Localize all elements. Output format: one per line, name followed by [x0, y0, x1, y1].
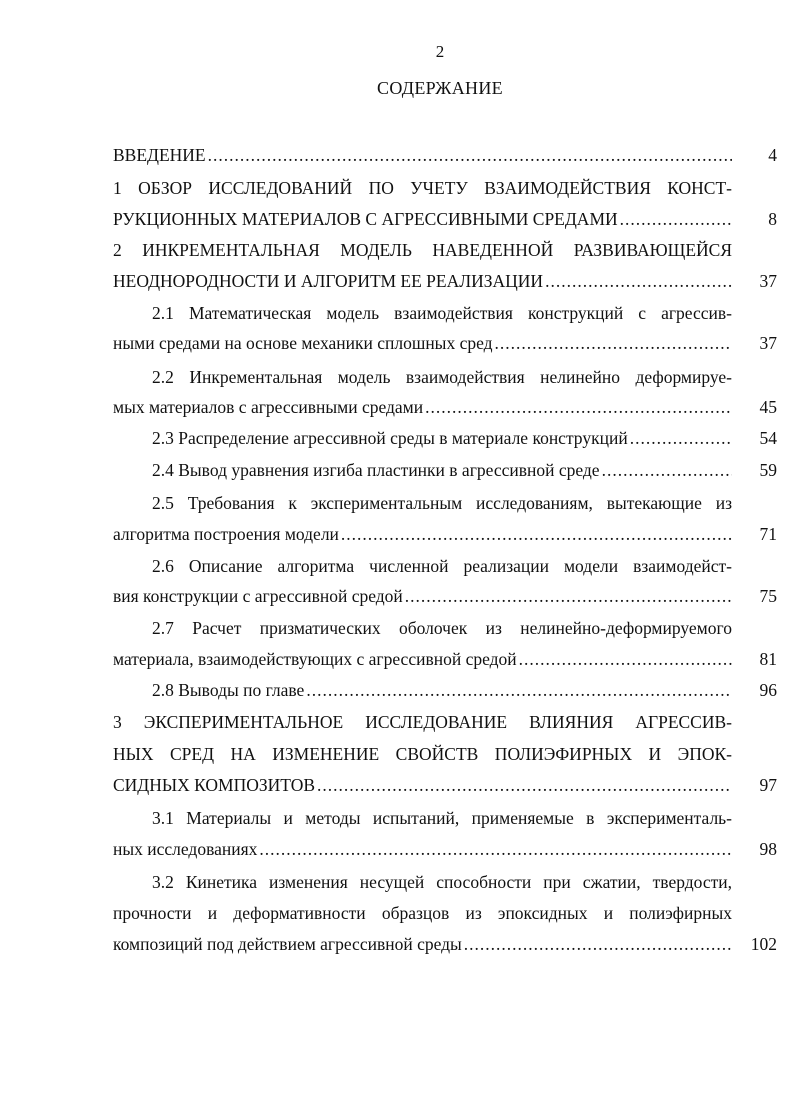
toc-entry-2-1-cont: ными средами на основе механики сплошных сред ..... — [113, 327, 732, 359]
toc-entry-2-5-cont: алгоритма построения модели ..... — [113, 518, 732, 550]
toc-page-number: 37 — [759, 271, 777, 291]
toc-entry-2-7: 2.7 Расчет призматических оболочек из нелинейно-деформируемого — [152, 618, 732, 638]
toc-page-number: 45 — [759, 397, 777, 417]
toc-page-number: 75 — [759, 586, 777, 606]
leader-dots — [464, 928, 732, 960]
leader-dots — [519, 643, 732, 675]
toc-page-number: 98 — [759, 839, 777, 859]
leader-dots — [495, 327, 732, 359]
leader-dots — [341, 518, 732, 550]
toc-entry-intro — [113, 139, 732, 171]
toc-entry-2-7-cont: материала, взаимодействующих с агрессивной средой ..... — [113, 643, 732, 675]
toc-entry-2-2: 2.2 Инкрементальная модель взаимодействия нелинейно деформируе- — [152, 367, 732, 387]
toc-title: СОДЕРЖАНИЕ — [377, 78, 503, 98]
toc-entry-2-4: 2.4 Вывод уравнения изгиба пластинки в агрессивной среде ..... — [152, 454, 732, 486]
toc-entry-chapter-3-cont2: СИДНЫХ КОМПОЗИТОВ ..... — [113, 769, 732, 801]
page-number: 2 — [435, 42, 445, 61]
toc-entry-chapter-2-cont: НЕОДНОРОДНОСТИ И АЛГОРИТМ ЕЕ РЕАЛИЗАЦИИ ..... — [113, 265, 732, 297]
toc-entry-3-2: 3.2 Кинетика изменения несущей способности при сжатии, твердости, — [152, 872, 732, 892]
toc-entry-2-3: 2.3 Распределение агрессивной среды в материале конструкций ..... — [152, 422, 732, 454]
toc-entry-text: ВВЕДЕНИЕ — [113, 145, 206, 165]
toc-page-number: 37 — [759, 333, 777, 353]
toc-entry-chapter-1-cont: РУКЦИОННЫХ МАТЕРИАЛОВ С АГРЕССИВНЫМИ СРЕДАМИ ..... — [113, 203, 732, 235]
toc-page-number: 97 — [759, 775, 777, 795]
toc-page-number: 96 — [759, 680, 777, 700]
leader-dots — [620, 203, 732, 235]
toc-entry-3-2-cont: прочности и деформативности образцов из эпоксидных и полиэфирных — [113, 903, 732, 923]
toc-entry-chapter-3: 3 ЭКСПЕРИМЕНТАЛЬНОЕ ИССЛЕДОВАНИЕ ВЛИЯНИЯ АГРЕССИВ- — [113, 712, 732, 732]
toc-entry-2-1: 2.1 Математическая модель взаимодействия конструкций с агрессив- — [152, 303, 732, 323]
toc-entry-3-1-cont: ных исследованиях ..... — [113, 833, 732, 865]
toc-page-number: 8 — [768, 209, 777, 229]
toc-entry-3-1: 3.1 Материалы и методы испытаний, применяемые в эксперименталь- — [152, 808, 732, 828]
toc-page-number: 54 — [759, 428, 777, 448]
toc-page-number: 102 — [750, 934, 777, 954]
leader-dots — [405, 580, 732, 612]
toc-entry-chapter-3-cont: НЫХ СРЕД НА ИЗМЕНЕНИЕ СВОЙСТВ ПОЛИЭФИРНЫХ И ЭПОК- — [113, 744, 732, 764]
leader-dots — [208, 139, 732, 171]
toc-entry-chapter-2: 2 ИНКРЕМЕНТАЛЬНАЯ МОДЕЛЬ НАВЕДЕННОЙ РАЗВИВАЮЩЕЙСЯ — [113, 240, 732, 260]
toc-page-number: 4 — [768, 145, 777, 165]
toc-entry-2-2-cont: мых материалов с агрессивными средами ..... — [113, 391, 732, 423]
toc-entry-2-8: 2.8 Выводы по главе ..... — [152, 674, 732, 706]
leader-dots — [317, 769, 732, 801]
toc-entry-2-6-cont: вия конструкции с агрессивной средой ..... — [113, 580, 732, 612]
leader-dots — [545, 265, 732, 297]
toc-page-number: 71 — [759, 524, 777, 544]
toc-page-number: 81 — [759, 649, 777, 669]
leader-dots — [306, 674, 732, 706]
toc-entry-3-2-cont2: композиций под действием агрессивной среды ..... — [113, 928, 732, 960]
toc-page-number: 59 — [759, 460, 777, 480]
toc-entry-chapter-1: 1 ОБЗОР ИССЛЕДОВАНИЙ ПО УЧЕТУ ВЗАИМОДЕЙСТВИЯ КОНСТ- — [113, 178, 732, 198]
leader-dots — [425, 391, 732, 423]
toc-entry-2-5: 2.5 Требования к экспериментальным исследованиям, вытекающие из — [152, 493, 732, 513]
leader-dots — [259, 833, 732, 865]
toc-entry-2-6: 2.6 Описание алгоритма численной реализации модели взаимодейст- — [152, 556, 732, 576]
leader-dots — [602, 454, 732, 486]
